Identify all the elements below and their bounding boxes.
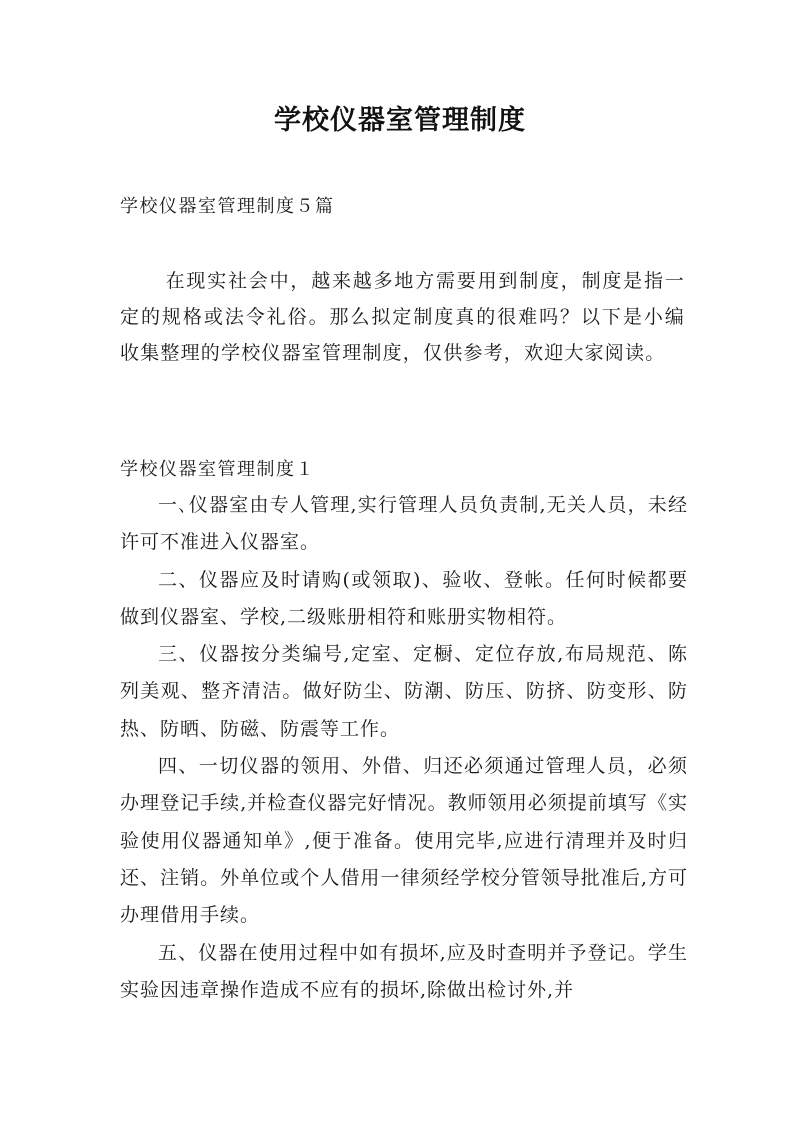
intro-block [120,263,685,371]
rule-paragraph-5: 五、仪器在使用过程中如有损坏,应及时查明并予登记。学生实验因违章操作造成不应有的损坏,除做出检讨外,并 [120,941,688,1001]
rules-list [120,487,688,1009]
rule-paragraph-1: 一､仪器室由专人管理,实行管理人员负责制,无关人员，未经许可不准进入仪器室。 [120,494,688,554]
intro-paragraph: 在现实社会中，越来越多地方需要用到制度，制度是指一定的规格或法令礼俗。那么拟定制度真的很难吗？以下是小编收集整理的学校仪器室管理制度，仅供参考，欢迎大家阅读。 [120,270,685,364]
document-title: 学校仪器室管理制度 [274,105,526,136]
rule-paragraph-2: 二、仪器应及时请购(或领取)、验收、登帐。任何时候都要做到仪器室、学校,二级账册相符和账册实物相符。 [120,568,688,628]
rule-paragraph-3: 三、仪器按分类编号,定室、定橱、定位存放,布局规范、陈列美观、整齐清洁。做好防尘、防潮、防压、防挤、防变形、防热、防晒、防磁、防震等工作。 [120,643,688,740]
document-subtitle: 学校仪器室管理制度５篇 [120,196,335,217]
section-heading: 学校仪器室管理制度１ [120,459,315,480]
rule-paragraph-4: 四、一切仪器的领用、外借、归还必须通过管理人员，必须办理登记手续,并检查仪器完好情况。教师领用必须提前填写《实验使用仪器通知单》,便于准备。使用完毕,应进行清理并及时归还、注销。外单位或个人借用一律须经学校分管领导批准后,方可办理借用手续。 [120,755,688,927]
